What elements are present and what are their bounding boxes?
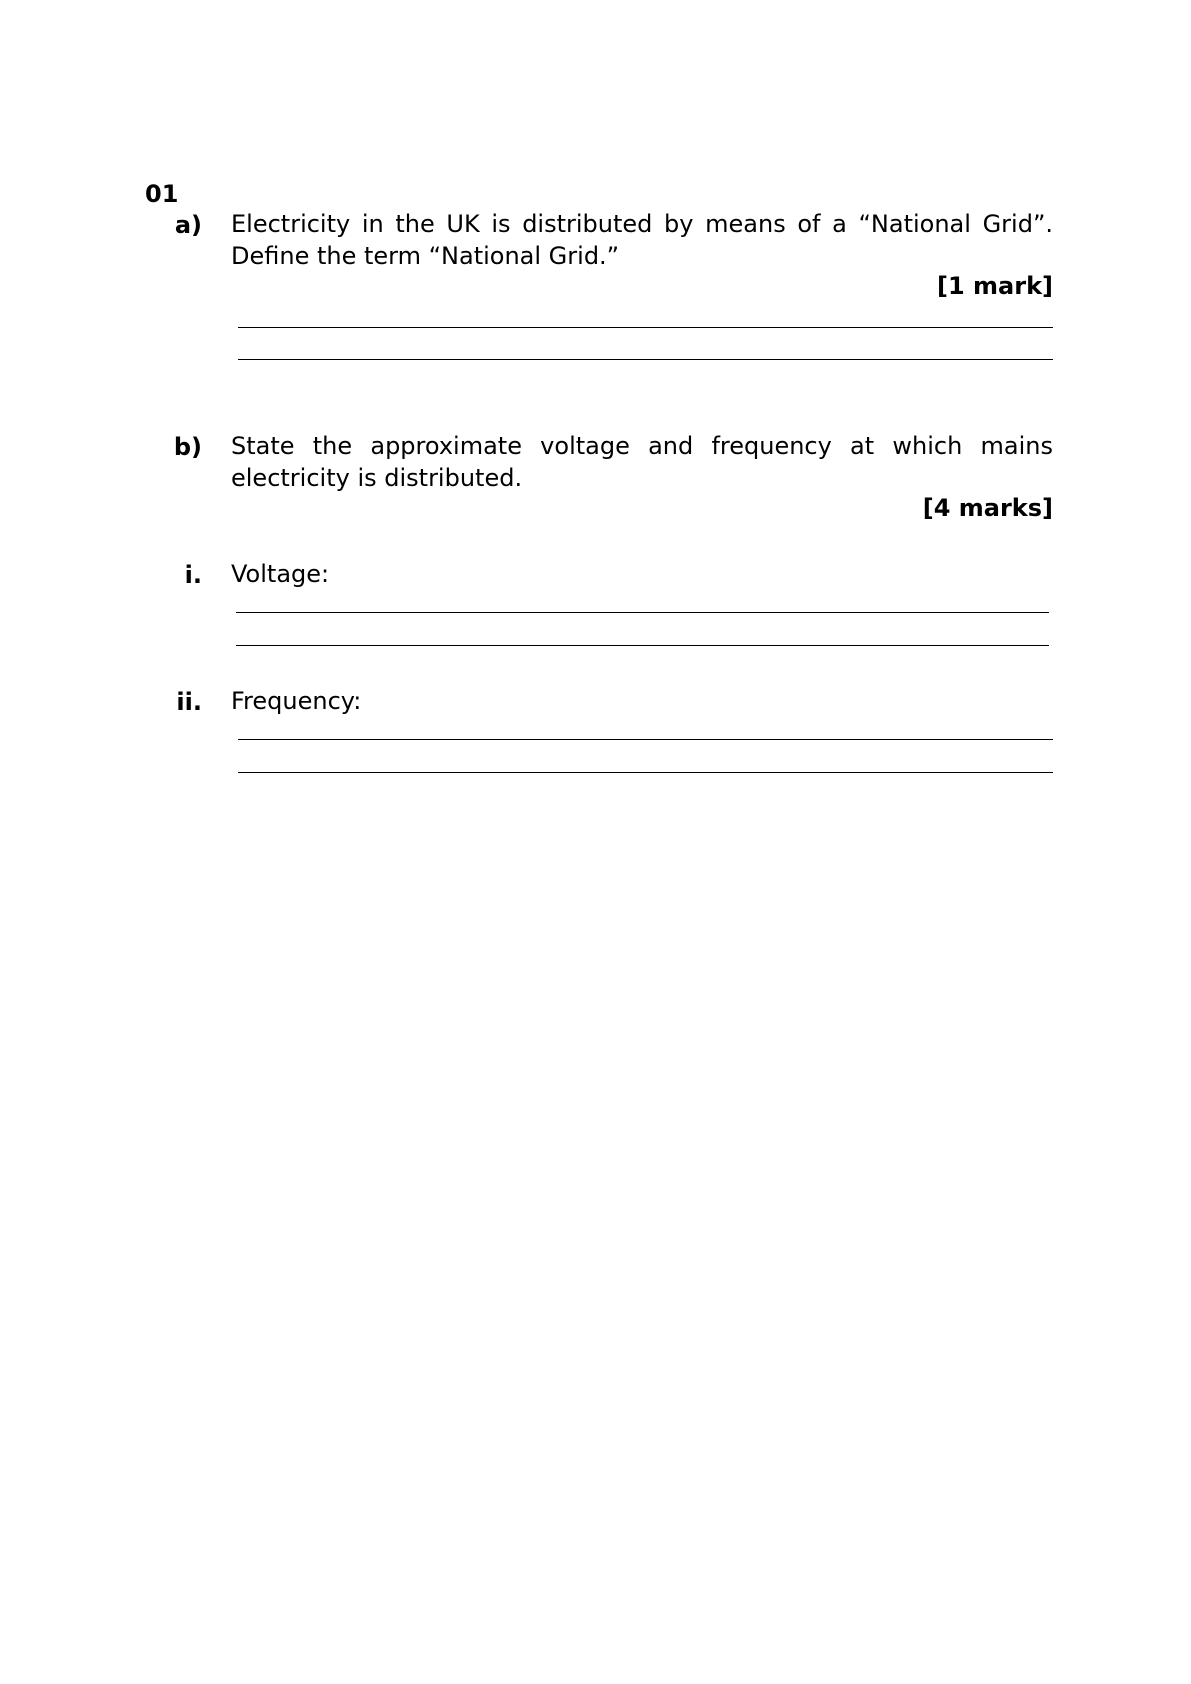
part-b-marks: [4 marks] [922, 494, 1053, 522]
part-b-line-1: State the approximate voltage and frequency at which mains [231, 432, 1053, 460]
part-a-line-1: Electricity in the UK is distributed by means of a “National Grid”. [231, 210, 1053, 238]
sub-i-answer-line-2[interactable] [236, 645, 1049, 646]
part-a-answer-line-1[interactable] [238, 327, 1053, 328]
part-a-line-2: Define the term “National Grid.” [231, 242, 620, 270]
part-a-question [231, 208, 1053, 272]
part-b-line-2: electricity is distributed. [231, 464, 523, 492]
sub-ii-label: ii. [176, 688, 202, 716]
sub-i-answer-line-1[interactable] [236, 612, 1049, 613]
part-b-question [231, 430, 1053, 494]
part-a-answer-line-2[interactable] [238, 359, 1053, 360]
sub-ii-answer-line-1[interactable] [238, 739, 1053, 740]
question-number: 01 [145, 180, 179, 208]
part-a-marks: [1 mark] [937, 272, 1053, 300]
sub-ii-answer-line-2[interactable] [238, 772, 1053, 773]
sub-ii-text: Frequency: [231, 687, 362, 715]
sub-i-text: Voltage: [231, 560, 330, 588]
part-b-label: b) [173, 433, 202, 461]
part-a-label: a) [174, 211, 202, 239]
sub-i-label: i. [184, 561, 202, 589]
